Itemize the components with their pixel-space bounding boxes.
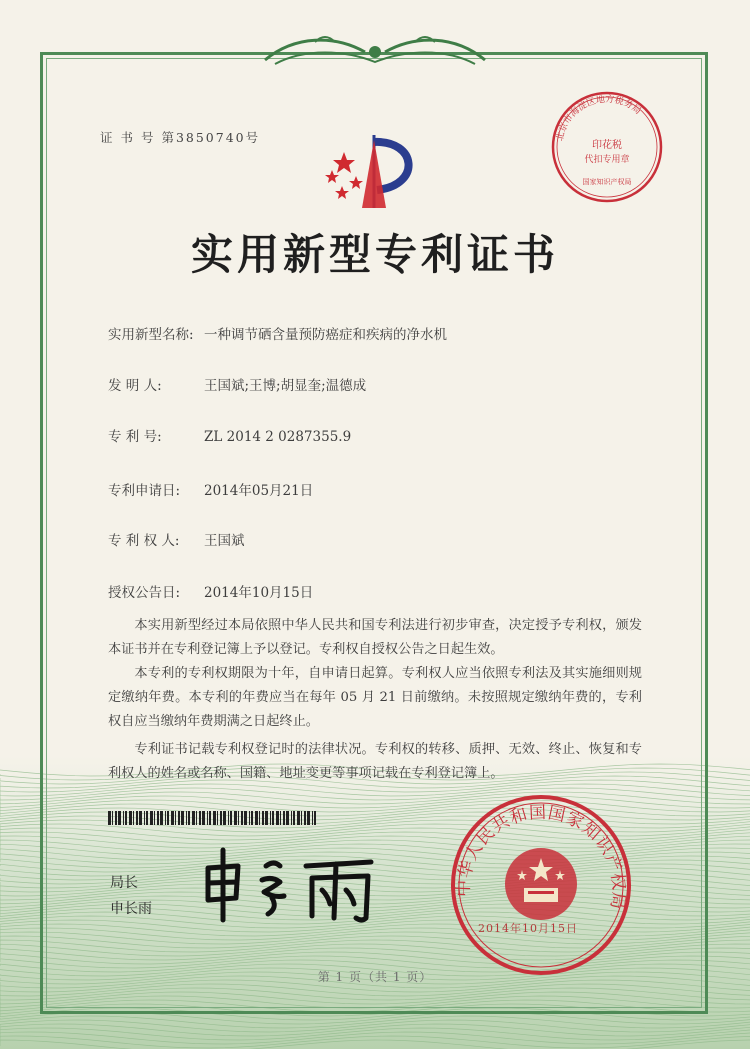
patent-office-emblem xyxy=(322,130,432,220)
field-value: 王国斌;王博;胡显奎;温德成 xyxy=(204,378,367,394)
field-grant-date xyxy=(108,581,313,601)
field-value: ZL 2014 2 0287355.9 xyxy=(204,429,352,445)
field-label: 发 明 人: xyxy=(108,378,162,394)
seal-date: 2014年10月15日 xyxy=(478,922,578,935)
certificate-number-label: 证 书 号 xyxy=(100,130,156,145)
certificate-body xyxy=(108,614,642,786)
field-label: 专利申请日: xyxy=(108,483,181,499)
field-inventors xyxy=(108,374,366,394)
body-paragraph: 本专利的专利权期限为十年，自申请日起算。专利权人应当依照专利法及其实施细则规定缴纳年费。本专利的年费应当在每年 05 月 21 日前缴纳。未按照规定缴纳年费的，专利权自应当缴纳年费期满之日起终止。 xyxy=(108,666,642,729)
svg-text:代扣专用章: 代扣专用章 xyxy=(584,155,630,165)
barcode xyxy=(108,811,318,825)
field-patentee xyxy=(108,529,245,549)
national-ip-office-seal xyxy=(448,792,634,978)
field-label: 实用新型名称: xyxy=(108,327,194,343)
signatory-name: 申长雨 xyxy=(110,901,152,917)
field-value: 2014年10月15日 xyxy=(204,585,314,601)
certificate-number xyxy=(100,128,260,146)
svg-text:印花税: 印花税 xyxy=(592,140,622,151)
body-paragraph: 专利证书记载专利权登记时的法律状况。专利权的转移、质押、无效、终止、恢复和专利权人的姓名或名称、国籍、地址变更等事项记载在专利登记簿上。 xyxy=(108,742,642,781)
national-emblem-icon xyxy=(505,848,577,920)
field-utility-model-name xyxy=(108,323,447,343)
certificate-title: 实用新型专利证书 xyxy=(190,230,559,279)
field-label: 专 利 号: xyxy=(108,429,162,445)
tax-stamp-seal xyxy=(548,88,666,206)
field-label: 专 利 权 人: xyxy=(108,533,180,549)
top-ornament xyxy=(255,30,495,70)
certificate-number-value: 第3850740号 xyxy=(161,130,261,145)
svg-text:中华人民共和国国家知识产权局: 中华人民共和国国家知识产权局 xyxy=(453,802,629,912)
page-number: 第 1 页（共 1 页） xyxy=(317,970,433,984)
field-value: 王国斌 xyxy=(204,533,245,549)
field-application-date xyxy=(108,479,313,499)
handwritten-signature xyxy=(196,838,396,928)
field-value: 2014年05月21日 xyxy=(204,483,314,499)
body-paragraph: 本实用新型经过本局依照中华人民共和国专利法进行初步审查，决定授予专利权，颁发本证书并在专利登记簿上予以登记。专利权自授权公告之日起生效。 xyxy=(108,618,642,657)
signatory-title: 局长 xyxy=(110,875,138,891)
svg-text:国家知识产权局: 国家知识产权局 xyxy=(582,178,632,186)
field-patent-number xyxy=(108,425,351,445)
svg-text:北京市海淀区地方税务局: 北京市海淀区地方税务局 xyxy=(555,94,643,143)
field-value: 一种调节硒含量预防癌症和疾病的净水机 xyxy=(204,327,447,343)
field-label: 授权公告日: xyxy=(108,585,181,601)
